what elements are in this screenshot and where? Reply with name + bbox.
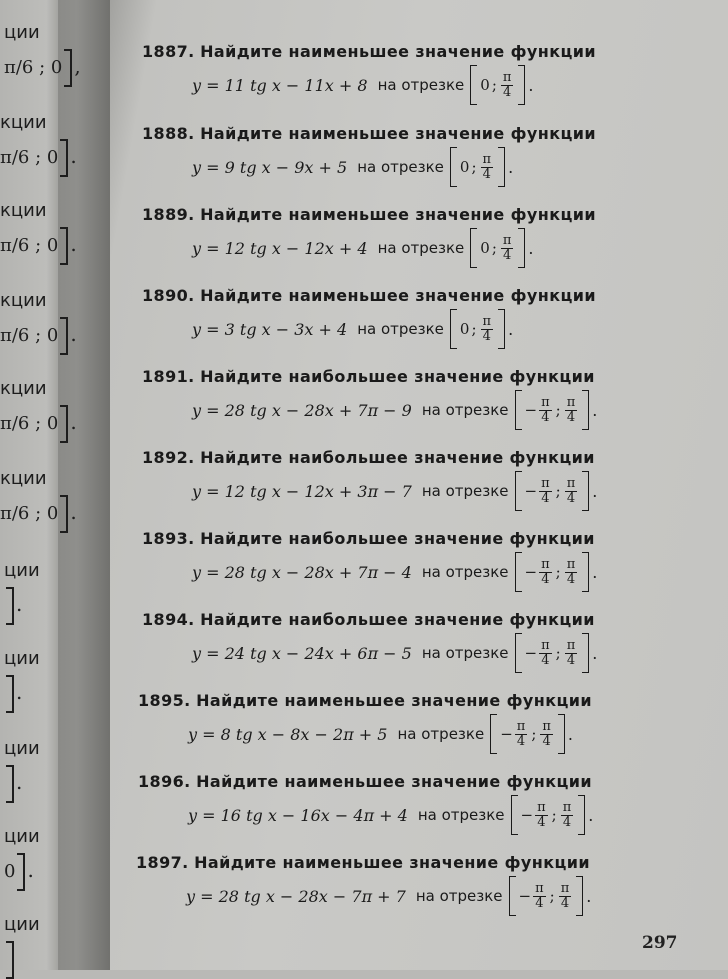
formula-line: [188, 795, 593, 835]
function-formula: y = 3 tg x − 3x + 4: [192, 319, 348, 339]
segment-label: на отрезке: [421, 401, 509, 419]
problem-heading: [142, 42, 596, 61]
segment-label: на отрезке: [415, 887, 503, 905]
interval-separator: ;: [471, 320, 477, 338]
problem-1896: [138, 772, 593, 835]
sentence-period: .: [528, 75, 534, 95]
interval: [509, 876, 584, 916]
sentence-period: .: [592, 562, 598, 582]
segment-label: на отрезке: [417, 806, 505, 824]
problem-heading: [142, 124, 596, 143]
interval-left-value: 0: [459, 320, 470, 338]
left-page-interval-text: π/6 ; 0: [4, 57, 63, 78]
sentence-period: .: [588, 805, 594, 825]
left-page-punct: .: [70, 322, 77, 346]
left-bracket: [490, 714, 497, 754]
interval-right-fraction: [565, 558, 578, 586]
left-page-word: ции: [4, 560, 40, 581]
interval-separator: ;: [551, 806, 557, 824]
segment-label: на отрезке: [397, 725, 485, 743]
left-page-punct: .: [16, 770, 23, 794]
left-page-bracket: [60, 405, 68, 443]
fraction-denominator: 4: [566, 409, 576, 425]
interval-right-fraction: [540, 720, 553, 748]
left-bracket: [515, 552, 522, 592]
problem-heading: [142, 367, 597, 386]
problem-statement: Найдите наибольшее значение функции: [200, 448, 595, 467]
fraction-numerator: π: [566, 556, 576, 572]
sentence-period: .: [592, 400, 598, 420]
problem-1897: [136, 853, 591, 916]
interval-separator: ;: [491, 76, 497, 94]
formula-line: [192, 390, 597, 430]
function-formula: y = 12 tg x − 12x + 3π − 7: [192, 481, 412, 501]
left-bracket: [470, 65, 477, 105]
problem-1895: [138, 691, 592, 754]
problem-heading: [142, 205, 596, 224]
left-page-word: кции: [0, 112, 47, 133]
problem-1891: [142, 367, 597, 430]
left-page-word: ции: [4, 22, 40, 43]
sentence-period: .: [528, 238, 534, 258]
fraction-numerator: π: [562, 799, 572, 815]
left-page-fragment: [4, 560, 40, 625]
interval-left-value: 0: [459, 158, 470, 176]
fraction-denominator: 4: [516, 733, 526, 749]
segment-label: на отрезке: [357, 320, 444, 338]
minus-sign: −: [524, 563, 538, 581]
problem-statement: Найдите наибольшее значение функции: [200, 529, 595, 548]
function-formula: y = 28 tg x − 28x − 7π + 7: [186, 886, 406, 906]
problem-statement: Найдите наибольшее значение функции: [200, 610, 595, 629]
fraction-denominator: 4: [535, 895, 544, 911]
right-bracket: [498, 309, 505, 349]
left-page-bracket: [6, 765, 14, 803]
page-number: 297: [642, 933, 678, 953]
left-page-fragment: [0, 200, 77, 265]
left-page-word: ции: [4, 738, 40, 759]
problem-heading: [138, 772, 593, 791]
left-page-fragment: [0, 378, 77, 443]
problem-number: 1893.: [142, 529, 195, 548]
left-page-punct: .: [16, 680, 23, 704]
interval-left-fraction: [539, 396, 552, 424]
fraction-numerator: π: [566, 637, 576, 653]
left-page-interval: [0, 139, 77, 177]
left-page-word: ции: [4, 914, 40, 935]
problem-statement: Найдите наименьшее значение функции: [196, 691, 592, 710]
left-page-interval: [4, 675, 40, 713]
interval-right-fraction: [481, 315, 494, 343]
left-page-word: кции: [0, 290, 47, 311]
left-page-bracket: [60, 139, 68, 177]
problem-statement: Найдите наименьшее значение функции: [200, 286, 596, 305]
problem-heading: [142, 286, 596, 305]
fraction-numerator: π: [537, 799, 546, 815]
left-page-fragment: [4, 648, 40, 713]
fraction-denominator: 4: [566, 490, 576, 506]
function-formula: y = 24 tg x − 24x + 6π − 5: [192, 643, 412, 663]
formula-line: [192, 633, 597, 673]
fraction-denominator: 4: [541, 409, 550, 425]
fraction-denominator: 4: [541, 490, 550, 506]
interval-left-value: 0: [480, 239, 490, 257]
interval-right-fraction: [565, 639, 578, 667]
left-page-word: ции: [4, 648, 40, 669]
interval-separator: ;: [555, 401, 561, 419]
fraction-numerator: π: [502, 232, 512, 248]
left-page-bracket: [60, 227, 68, 265]
problem-number: 1889.: [142, 205, 195, 224]
minus-sign: −: [524, 401, 538, 419]
left-page-bracket: [60, 317, 68, 355]
left-page-interval: [4, 587, 40, 625]
left-page-bracket: [6, 941, 14, 979]
interval-separator: ;: [471, 158, 477, 176]
fraction-denominator: 4: [566, 652, 576, 668]
interval-separator: ;: [531, 725, 537, 743]
left-page-punct: .: [27, 858, 34, 882]
interval-separator: ;: [555, 482, 561, 500]
left-page-interval-text: π/6 ; 0: [0, 235, 59, 256]
interval: [515, 471, 590, 511]
fraction-numerator: π: [542, 718, 551, 734]
fraction-numerator: π: [535, 880, 544, 896]
formula-line: [192, 65, 596, 105]
fraction-numerator: π: [560, 880, 570, 896]
formula-line: [192, 147, 596, 187]
left-page-word: кции: [0, 200, 47, 221]
left-bracket: [515, 633, 522, 673]
function-formula: y = 9 tg x − 9x + 5: [192, 157, 348, 177]
sentence-period: .: [508, 319, 514, 339]
fraction-denominator: 4: [542, 733, 551, 749]
problem-statement: Найдите наименьшее значение функции: [194, 853, 590, 872]
formula-line: [192, 228, 596, 268]
left-page-interval: [0, 405, 77, 443]
problem-number: 1888.: [142, 124, 195, 143]
problem-1887: [142, 42, 596, 105]
right-bracket: [582, 390, 589, 430]
left-page-interval: [4, 853, 40, 891]
left-bracket: [515, 390, 522, 430]
sentence-period: .: [586, 886, 592, 906]
problem-1888: [142, 124, 596, 187]
problem-number: 1897.: [136, 853, 189, 872]
interval-left-fraction: [539, 477, 552, 505]
interval-left-fraction: [515, 720, 528, 748]
interval-left-fraction: [535, 801, 548, 829]
problem-number: 1890.: [142, 286, 195, 305]
problem-number: 1894.: [142, 610, 195, 629]
left-page-word: кции: [0, 468, 47, 489]
right-bracket: [498, 147, 505, 187]
fraction-numerator: π: [502, 69, 512, 85]
problem-statement: Найдите наименьшее значение функции: [200, 205, 596, 224]
interval-right-fraction: [481, 153, 494, 181]
left-page-interval: [0, 495, 77, 533]
minus-sign: −: [520, 806, 534, 824]
fraction-denominator: 4: [562, 814, 572, 830]
problem-statement: Найдите наибольшее значение функции: [200, 367, 595, 386]
left-page-interval: [0, 317, 77, 355]
right-bracket: [582, 471, 589, 511]
left-page-bracket: [64, 49, 72, 87]
left-page-interval: [4, 941, 40, 979]
left-page-punct: .: [70, 500, 77, 524]
fraction-numerator: π: [482, 313, 492, 329]
minus-sign: −: [524, 644, 538, 662]
fraction-numerator: π: [566, 475, 576, 491]
function-formula: y = 8 tg x − 8x − 2π + 5: [188, 724, 388, 744]
sentence-period: .: [592, 643, 598, 663]
left-page-interval-text: π/6 ; 0: [0, 413, 59, 434]
fraction-denominator: 4: [566, 571, 576, 587]
left-page-fragment: [4, 22, 81, 87]
interval-separator: ;: [491, 239, 497, 257]
left-page-fragment: [0, 112, 77, 177]
left-page-punct: ,: [74, 54, 81, 78]
formula-line: [192, 552, 597, 592]
left-page-interval: [4, 765, 40, 803]
fraction-denominator: 4: [503, 84, 512, 100]
problem-1889: [142, 205, 596, 268]
fraction-numerator: π: [541, 556, 550, 572]
left-bracket: [515, 471, 522, 511]
interval: [515, 552, 590, 592]
problem-heading: [142, 610, 597, 629]
left-page: [0, 0, 81, 970]
fraction-numerator: π: [566, 394, 576, 410]
interval-left-fraction: [533, 882, 546, 910]
right-bracket: [518, 228, 525, 268]
interval: [490, 714, 565, 754]
fraction-denominator: 4: [541, 652, 550, 668]
formula-line: [192, 309, 596, 349]
problem-number: 1892.: [142, 448, 195, 467]
left-page-fragment: [0, 468, 77, 533]
segment-label: на отрезке: [421, 563, 509, 581]
interval: [470, 228, 525, 268]
problem-1892: [142, 448, 597, 511]
left-page-interval: [0, 227, 77, 265]
fraction-denominator: 4: [503, 247, 512, 263]
interval-right-fraction: [565, 396, 578, 424]
left-page-punct: .: [70, 232, 77, 256]
left-page-punct: .: [16, 592, 23, 616]
problem-statement: Найдите наименьшее значение функции: [200, 42, 596, 61]
left-bracket: [450, 147, 457, 187]
interval: [450, 147, 505, 187]
segment-label: на отрезке: [377, 76, 465, 94]
left-page-bracket: [60, 495, 68, 533]
problem-1894: [142, 610, 597, 673]
right-bracket: [582, 633, 589, 673]
segment-label: на отрезке: [377, 239, 465, 257]
problem-1890: [142, 286, 596, 349]
problem-heading: [136, 853, 591, 872]
interval-left-value: 0: [480, 76, 490, 94]
function-formula: y = 12 tg x − 12x + 4: [192, 238, 368, 258]
formula-line: [188, 714, 592, 754]
right-bracket: [582, 552, 589, 592]
function-formula: y = 28 tg x − 28x + 7π − 9: [192, 400, 412, 420]
interval-right-fraction: [561, 801, 574, 829]
left-bracket: [450, 309, 457, 349]
sentence-period: .: [567, 724, 574, 744]
left-page-interval-text: π/6 ; 0: [0, 325, 59, 346]
segment-label: на отрезке: [357, 158, 444, 176]
left-page-interval-text: 0: [4, 861, 16, 882]
problem-statement: Найдите наименьшее значение функции: [200, 124, 596, 143]
function-formula: y = 16 tg x − 16x − 4π + 4: [188, 805, 408, 825]
left-page-fragment: [4, 826, 40, 891]
minus-sign: −: [500, 725, 513, 743]
fraction-denominator: 4: [560, 895, 570, 911]
segment-label: на отрезке: [421, 644, 509, 662]
left-page-bracket: [6, 587, 14, 625]
problem-1893: [142, 529, 597, 592]
problem-heading: [142, 529, 597, 548]
problem-number: 1891.: [142, 367, 195, 386]
left-page-fragment: [0, 290, 77, 355]
fraction-numerator: π: [516, 718, 526, 734]
left-page-interval-text: π/6 ; 0: [0, 147, 59, 168]
left-page-word: ции: [4, 826, 40, 847]
interval: [450, 309, 505, 349]
left-page-punct: .: [70, 410, 77, 434]
left-page-bracket: [17, 853, 25, 891]
interval-right-fraction: [501, 234, 514, 262]
left-page-bracket: [6, 675, 14, 713]
problem-number: 1887.: [142, 42, 195, 61]
interval: [511, 795, 586, 835]
interval-left-fraction: [539, 639, 552, 667]
interval-right-fraction: [559, 882, 572, 910]
right-bracket: [518, 65, 525, 105]
segment-label: на отрезке: [421, 482, 509, 500]
left-bracket: [511, 795, 518, 835]
formula-line: [186, 876, 591, 916]
problem-heading: [138, 691, 592, 710]
fraction-denominator: 4: [482, 328, 491, 344]
problem-number: 1896.: [138, 772, 191, 791]
minus-sign: −: [518, 887, 532, 905]
fraction-numerator: π: [482, 151, 492, 167]
sentence-period: .: [592, 481, 598, 501]
left-page-interval-text: π/6 ; 0: [0, 503, 59, 524]
left-bracket: [470, 228, 477, 268]
interval: [515, 390, 590, 430]
left-page-interval: [4, 49, 81, 87]
left-page-punct: .: [70, 144, 77, 168]
fraction-denominator: 4: [482, 166, 491, 182]
left-page-fragment: [4, 914, 40, 979]
interval: [470, 65, 525, 105]
problem-heading: [142, 448, 597, 467]
interval-left-fraction: [539, 558, 552, 586]
right-bracket: [578, 795, 585, 835]
interval-right-fraction: [501, 71, 514, 99]
problem-number: 1895.: [138, 691, 191, 710]
function-formula: y = 28 tg x − 28x + 7π − 4: [192, 562, 412, 582]
sentence-period: .: [508, 157, 514, 177]
fraction-denominator: 4: [537, 814, 546, 830]
fraction-numerator: π: [541, 475, 550, 491]
fraction-denominator: 4: [541, 571, 550, 587]
interval-separator: ;: [549, 887, 555, 905]
left-page-word: кции: [0, 378, 47, 399]
interval-separator: ;: [555, 644, 561, 662]
function-formula: y = 11 tg x − 11x + 8: [192, 75, 368, 95]
interval-right-fraction: [565, 477, 578, 505]
problem-statement: Найдите наименьшее значение функции: [196, 772, 592, 791]
right-bracket: [576, 876, 583, 916]
minus-sign: −: [524, 482, 538, 500]
interval: [515, 633, 590, 673]
left-bracket: [509, 876, 516, 916]
fraction-numerator: π: [541, 637, 550, 653]
formula-line: [192, 471, 597, 511]
interval-separator: ;: [555, 563, 561, 581]
fraction-numerator: π: [541, 394, 550, 410]
left-page-fragment: [4, 738, 40, 803]
right-bracket: [558, 714, 565, 754]
